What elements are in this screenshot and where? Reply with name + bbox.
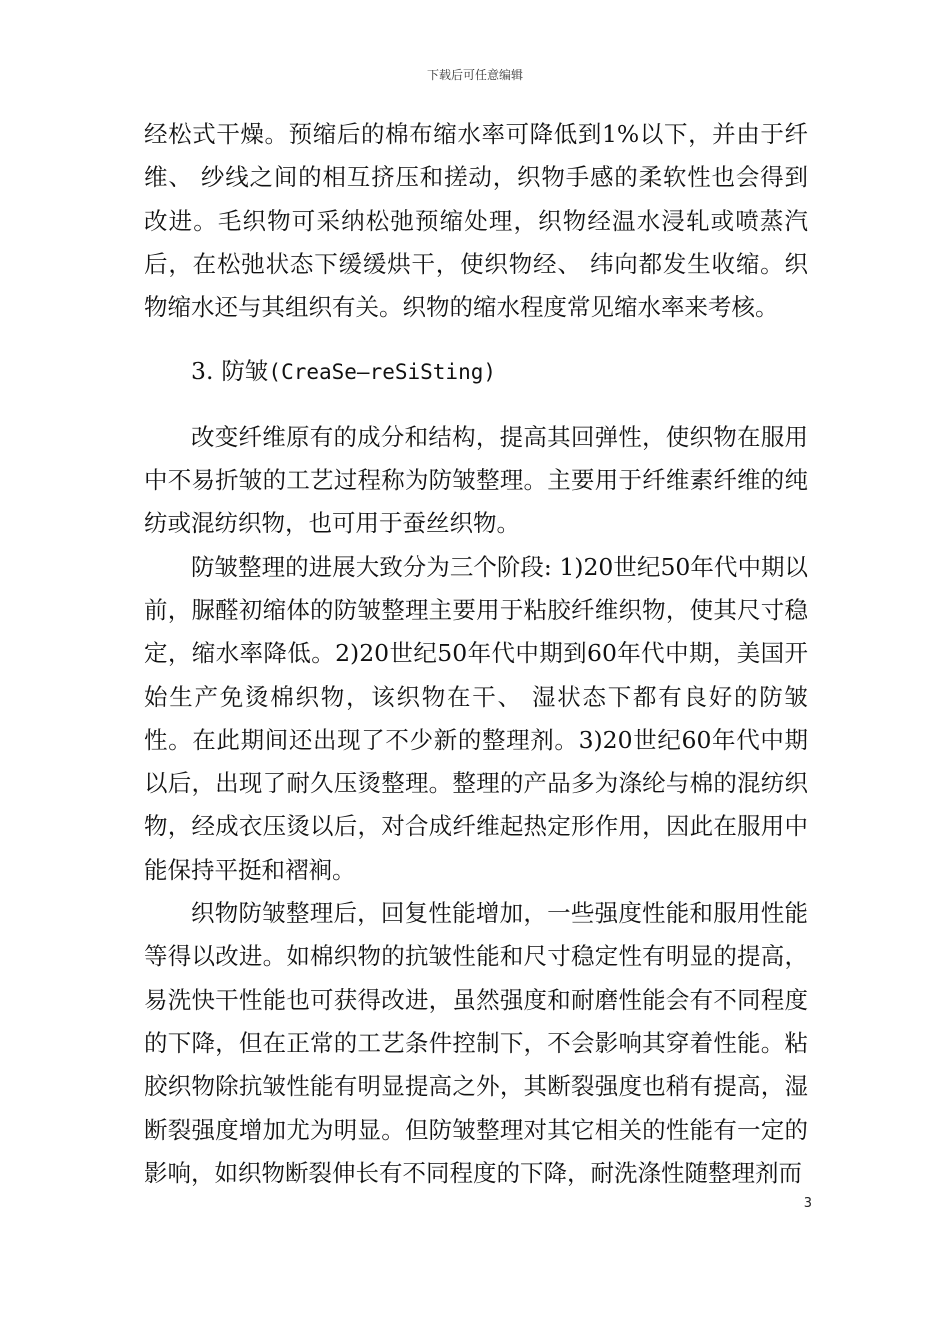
- paragraph-shrinkage: 经松式干燥。预缩后的棉布缩水率可降低到1%以下，并由于纤维、 纱线之间的相互挤压和搓动，织物手感的柔软性也会得到改进。毛织物可采纳松弛预缩处理，织物经温水浸轧或喷蒸汽后，在松弛状态下缓缓烘干，使织物经、 纬向都发生收缩。织物缩水还与其组织有关。织物的缩水程度常见缩水率来考核。: [144, 120, 808, 322]
- section-title-english: (CreaSe—reSiSting): [268, 360, 496, 385]
- page-header: 下载后可任意编辑: [426, 68, 523, 82]
- section-title: 防皱: [221, 357, 269, 386]
- paragraph-history: 防皱整理的进展大致分为三个阶段: 1)20世纪50年代中期以前，脲醛初缩体的防皱整理主要用于粘胶纤维织物，使其尺寸稳定，缩水率降低。2)20世纪50年代中期到60年代中期，美国开始生产免烫棉织物，该织物在干、 湿状态下都有良好的防皱性。在此期间还出现了不少新的整理剂。3)20世纪60年代中期以后，出现了耐久压烫整理。整理的产品多为涤纶与棉的混纺织物，经成衣压烫以后，对合成纤维起热定形作用，因此在服用中能保持平挺和褶裥。: [144, 552, 808, 884]
- paragraph-definition: 改变纤维原有的成分和结构，提高其回弹性，使织物在服用中不易折皱的工艺过程称为防皱整理。主要用于纤维素纤维的纯纺或混纺织物，也可用于蚕丝织物。: [144, 422, 808, 538]
- section-number: 3.: [191, 357, 214, 386]
- page-number: 3: [803, 1196, 812, 1211]
- document-body: [144, 113, 808, 1195]
- paragraph-effects: 织物防皱整理后，回复性能增加，一些强度性能和服用性能等得以改进。如棉织物的抗皱性能和尺寸稳定性有明显的提高，易洗快干性能也可获得改进，虽然强度和耐磨性能会有不同程度的下降，但在正常的工艺条件控制下，不会影响其穿着性能。粘胶织物除抗皱性能有明显提高之外，其断裂强度也稍有提高，湿断裂强度增加尤为明显。但防皱整理对其它相关的性能有一定的影响，如织物断裂伸长有不同程度的下降，耐洗涤性随整理剂而: [144, 899, 808, 1187]
- section-heading: [144, 350, 808, 394]
